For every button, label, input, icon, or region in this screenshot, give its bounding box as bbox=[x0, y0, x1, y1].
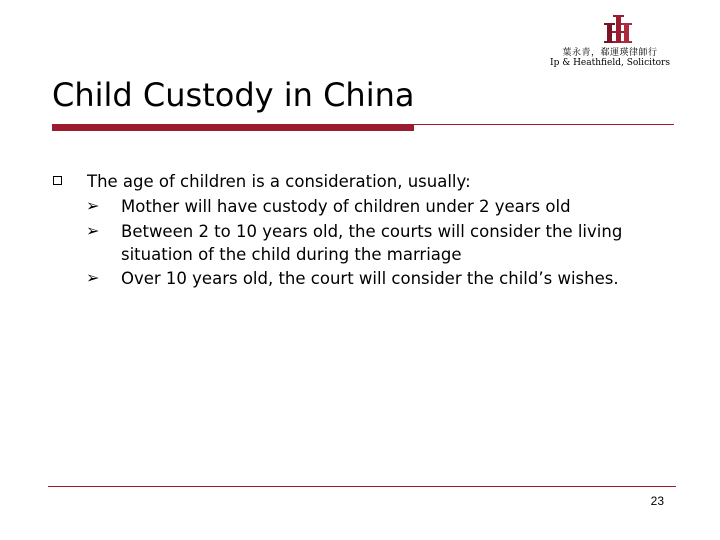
arrow-bullet-icon: ➢ bbox=[86, 221, 100, 240]
arrow-bullet-icon: ➢ bbox=[86, 196, 100, 215]
sub-bullet-text: Mother will have custody of children under 2 years old bbox=[121, 197, 571, 216]
sub-bullet-text: Between 2 to 10 years old, the courts will consider the living bbox=[121, 222, 623, 241]
firm-name-chinese: 葉永青，郗運瑛律師行 bbox=[562, 48, 658, 58]
main-bullet-text: The age of children is a consideration, usually: bbox=[87, 172, 471, 191]
slide-title: Child Custody in China bbox=[52, 76, 415, 114]
title-underline-bar bbox=[52, 124, 414, 131]
firm-logo bbox=[603, 14, 633, 46]
arrow-bullet-icon: ➢ bbox=[86, 268, 100, 287]
sub-bullet-text: Over 10 years old, the court will consider the child’s wishes. bbox=[121, 269, 619, 288]
square-bullet-icon bbox=[53, 176, 62, 185]
title-underline-rule bbox=[414, 124, 674, 125]
footer-divider bbox=[48, 486, 676, 487]
page-number: 23 bbox=[650, 494, 664, 508]
firm-name-english: Ip & Heathfield, Solicitors bbox=[550, 58, 670, 68]
sub-bullet-text-continued: situation of the child during the marriage bbox=[121, 245, 462, 264]
